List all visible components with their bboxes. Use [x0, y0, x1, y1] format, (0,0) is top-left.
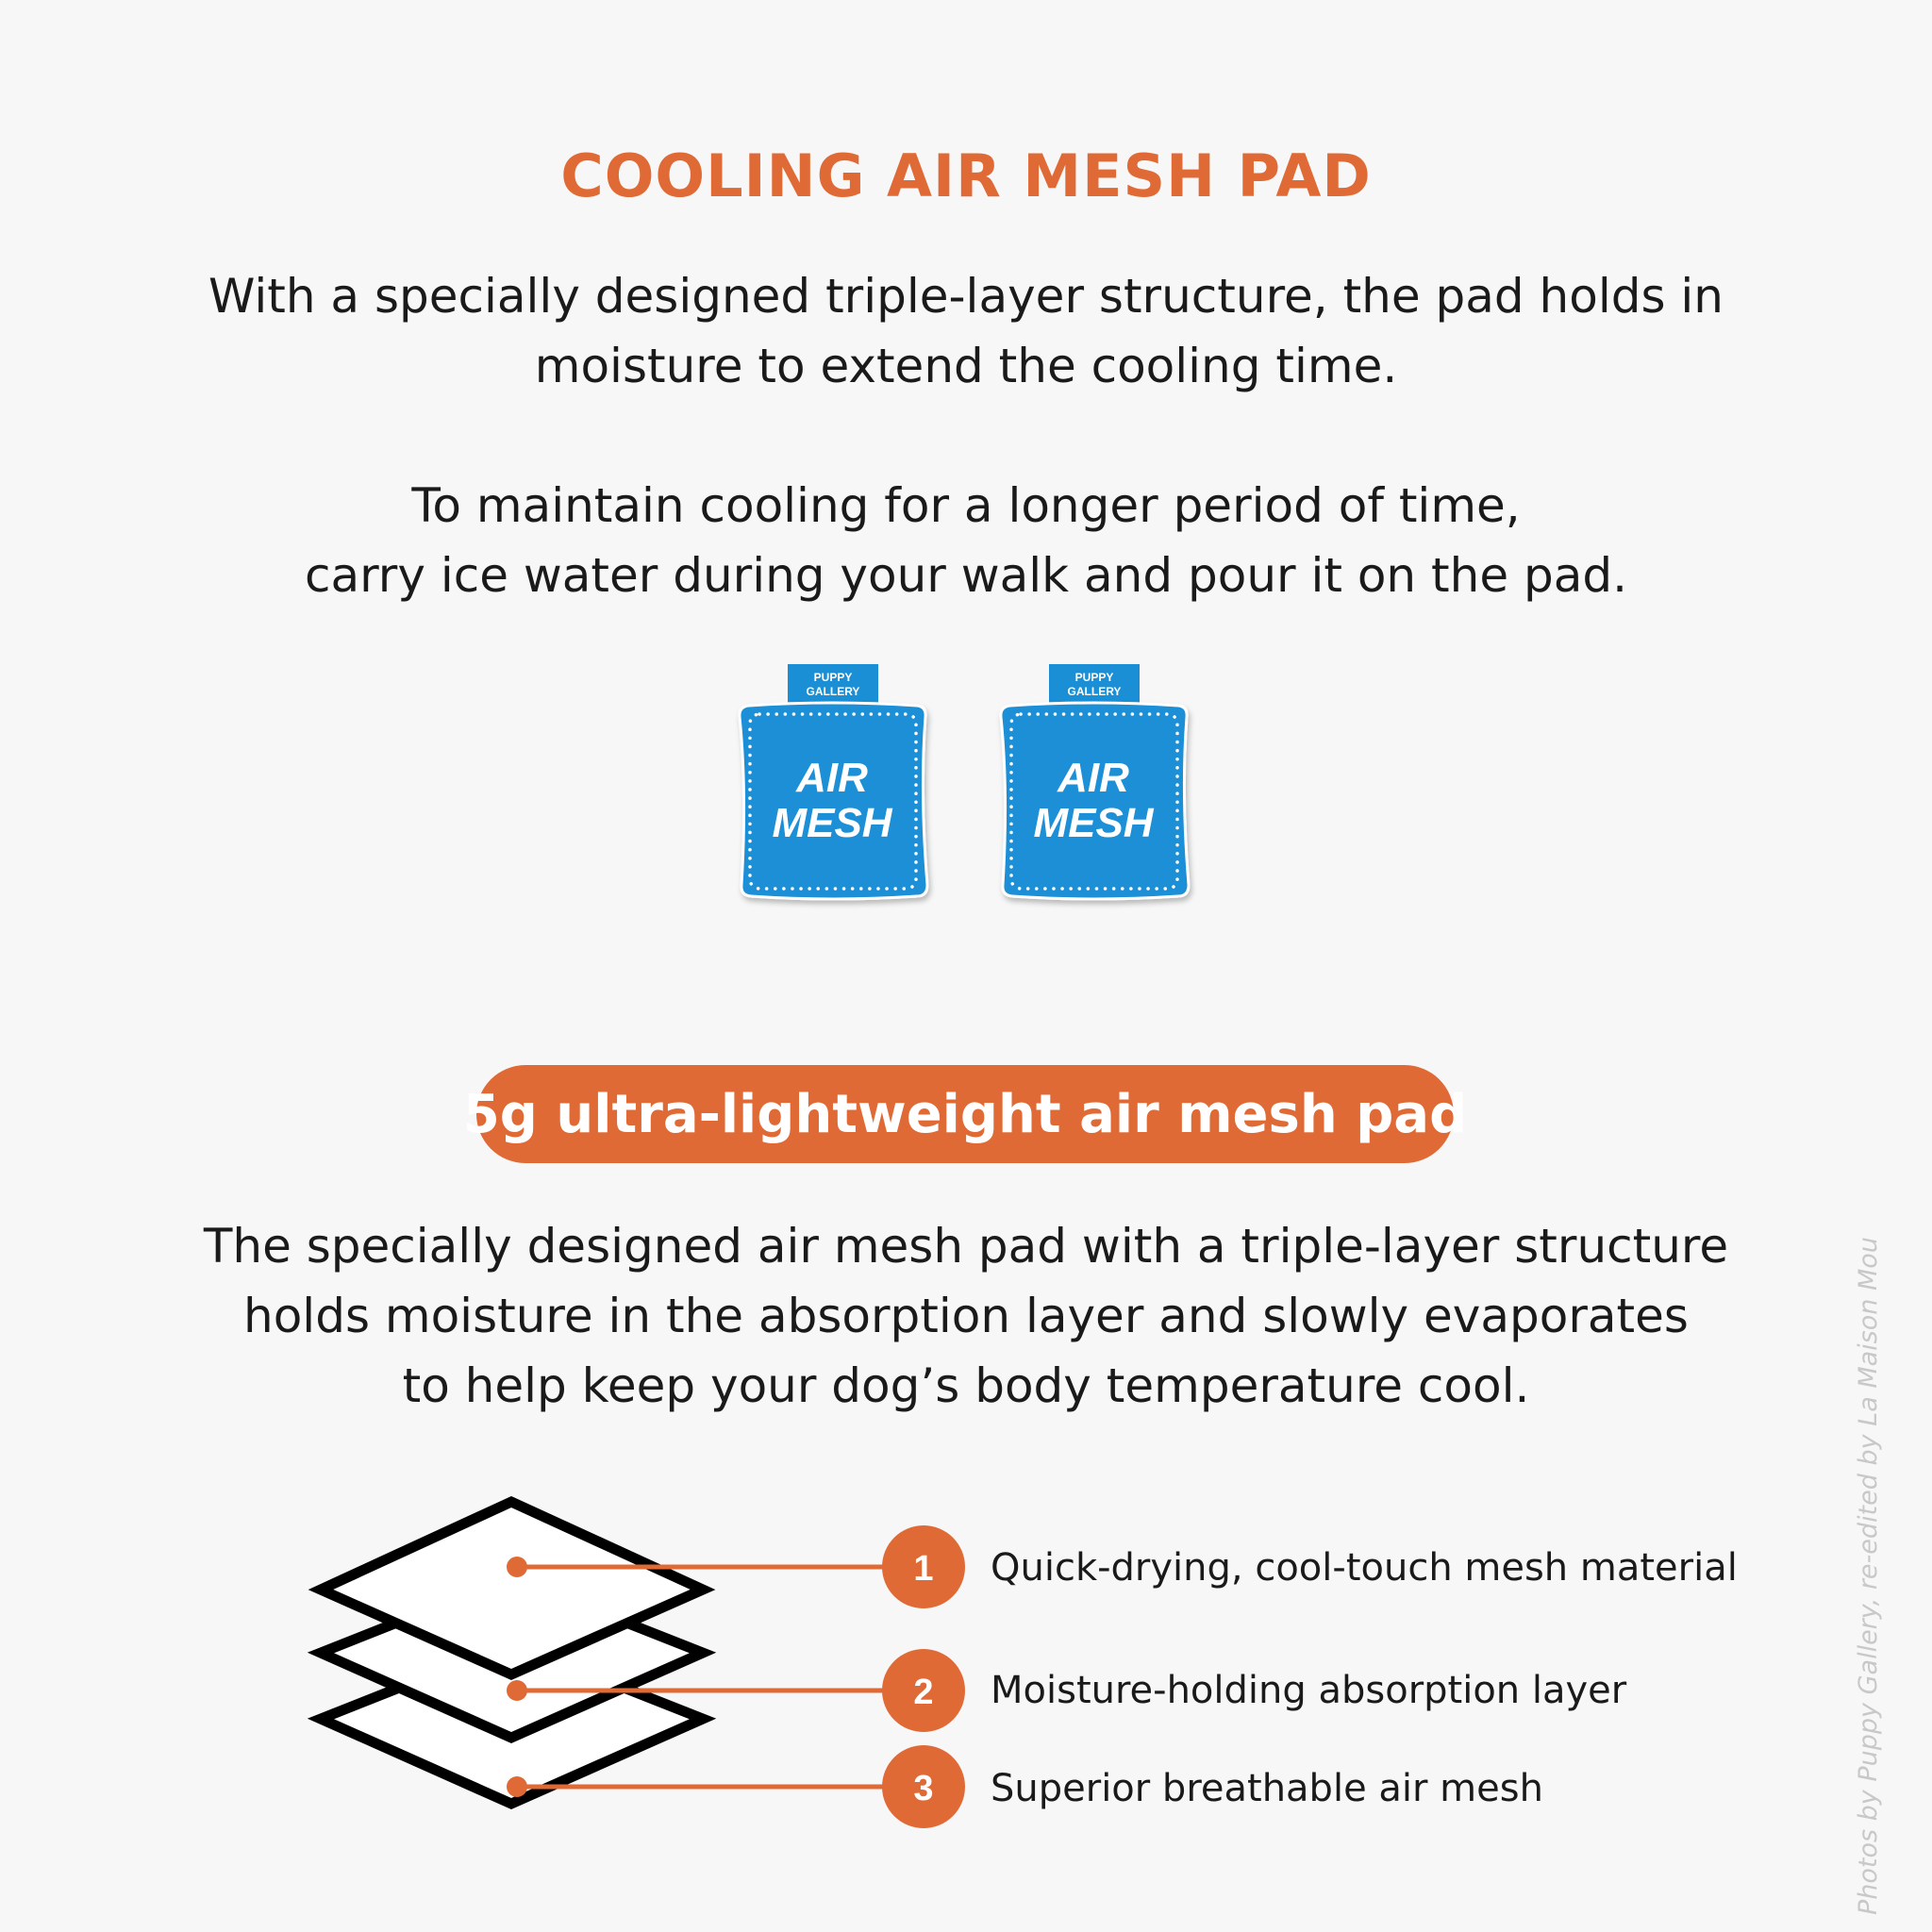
description-line: The specially designed air mesh pad with a triple-layer structure [203, 1219, 1729, 1274]
callout-dot [507, 1557, 527, 1577]
layer-stack [321, 1502, 703, 1804]
description-line: holds moisture in the absorption layer and slowly evaporates [243, 1289, 1689, 1343]
pad-label: MESH [772, 800, 892, 846]
layer-2-label: Moisture-holding absorption layer [991, 1669, 1627, 1712]
pad-label: AIR [1058, 755, 1129, 801]
air-mesh-pad [1001, 664, 1189, 899]
description-paragraph [0, 1211, 1932, 1421]
callout-number: 2 [913, 1673, 934, 1712]
pad-tag-text: PUPPY [1074, 671, 1114, 684]
air-mesh-pads-illustration [0, 660, 1932, 915]
layer-3-label: Superior breathable air mesh [991, 1767, 1543, 1810]
callout-dot [507, 1680, 527, 1701]
layer-1-label: Quick-drying, cool-touch mesh material [991, 1546, 1738, 1590]
tip-line: To maintain cooling for a longer period of time, [411, 478, 1521, 533]
photo-credit: Photos by Puppy Gallery, re-edited by La Maison Mou [1854, 1237, 1883, 1915]
callout-number: 3 [913, 1769, 934, 1808]
pad-label: AIR [796, 755, 868, 801]
pad-tag-text: GALLERY [806, 685, 860, 698]
intro-line: With a specially designed triple-layer structure, the pad holds in [208, 269, 1724, 324]
tip-line: carry ice water during your walk and pour it on the pad. [305, 548, 1627, 603]
pad-tag-text: GALLERY [1067, 685, 1122, 698]
pad-label: MESH [1033, 800, 1154, 846]
pad-tag-text: PUPPY [813, 671, 853, 684]
description-line: to help keep your dog’s body temperature cool. [402, 1358, 1530, 1413]
callout-number: 1 [913, 1549, 934, 1589]
tip-paragraph [0, 471, 1932, 610]
intro-paragraph [0, 261, 1932, 401]
air-mesh-pad [740, 664, 927, 899]
page-title: COOLING AIR MESH PAD [560, 142, 1372, 210]
callout-dot [507, 1776, 527, 1797]
weight-badge: 5g ultra-lightweight air mesh pad [476, 1065, 1454, 1163]
intro-line: moisture to extend the cooling time. [534, 339, 1398, 393]
